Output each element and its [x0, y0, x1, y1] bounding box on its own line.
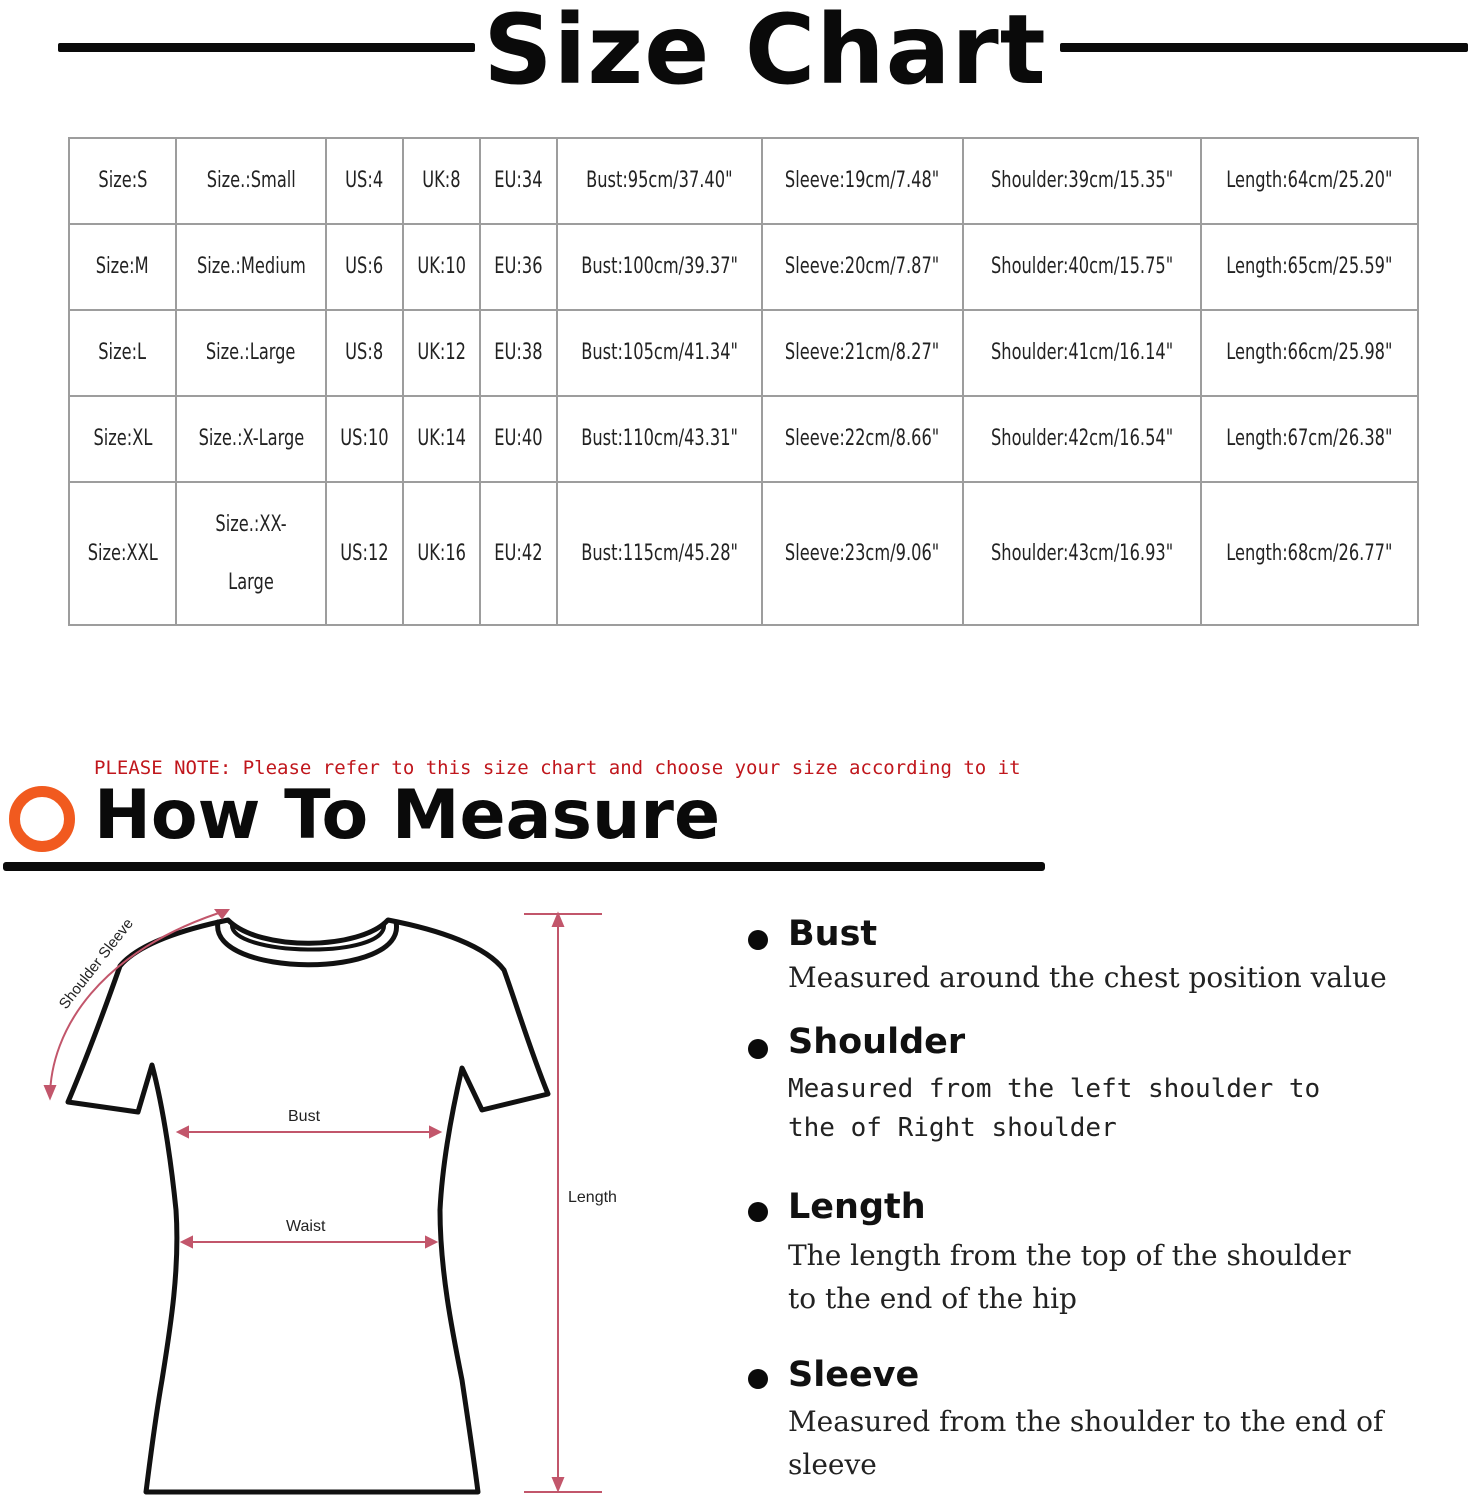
size-chart-header [0, 0, 1472, 110]
table-cell: UK:10 [403, 224, 480, 310]
table-cell: Sleeve:21cm/8.27" [762, 310, 963, 396]
table-cell: Size.:XX-Large [176, 482, 326, 625]
table-row [69, 396, 1418, 482]
table-cell: Size:XXL [69, 482, 176, 625]
table-cell: Bust:105cm/41.34" [557, 310, 762, 396]
size-note: PLEASE NOTE: Please refer to this size chart and choose your size according to it [94, 757, 1021, 779]
table-cell: Sleeve:22cm/8.66" [762, 396, 963, 482]
measure-title: How To Measure [94, 776, 721, 855]
table-cell: EU:36 [480, 224, 557, 310]
table-cell: Sleeve:20cm/7.87" [762, 224, 963, 310]
table-cell: UK:14 [403, 396, 480, 482]
table-cell: US:4 [326, 138, 403, 224]
tshirt-diagram [0, 880, 700, 1500]
table-cell: Size.:Small [176, 138, 326, 224]
tshirt-outline [68, 920, 548, 1492]
table-cell: Shoulder:41cm/16.14" [963, 310, 1201, 396]
orange-ring-icon [9, 786, 75, 852]
table-cell: US:10 [326, 396, 403, 482]
table-cell: US:8 [326, 310, 403, 396]
table-cell: Length:68cm/26.77" [1201, 482, 1418, 625]
table-cell: Size.:Medium [176, 224, 326, 310]
table-cell: Length:67cm/26.38" [1201, 396, 1418, 482]
table-cell: Sleeve:23cm/9.06" [762, 482, 963, 625]
table-cell: Bust:115cm/45.28" [557, 482, 762, 625]
bust-label: Bust [288, 1108, 321, 1125]
table-cell: Bust:95cm/37.40" [557, 138, 762, 224]
table-cell: Size:XL [69, 396, 176, 482]
measure-lines [45, 910, 602, 1492]
table-cell: Bust:110cm/43.31" [557, 396, 762, 482]
table-cell: Length:64cm/25.20" [1201, 138, 1418, 224]
table-cell: Bust:100cm/39.37" [557, 224, 762, 310]
table-cell: Size.:X-Large [176, 396, 326, 482]
waist-label: Waist [286, 1218, 326, 1235]
item-desc: Measured from the left shoulder to the of Right shoulder [788, 1074, 1321, 1143]
title-rule-right [1060, 43, 1468, 52]
item-title: Shoulder [788, 1022, 966, 1062]
bullet-icon [748, 1039, 768, 1059]
table-cell: UK:8 [403, 138, 480, 224]
table-cell: EU:38 [480, 310, 557, 396]
item-desc: The length from the top of the shoulder to the end of the hip [788, 1239, 1351, 1315]
table-cell: Size.:Large [176, 310, 326, 396]
table-cell: Size:S [69, 138, 176, 224]
table-row [69, 482, 1418, 625]
item-title: Sleeve [788, 1355, 920, 1395]
table-cell: EU:34 [480, 138, 557, 224]
table-row [69, 138, 1418, 224]
table-cell: Shoulder:42cm/16.54" [963, 396, 1201, 482]
item-title: Length [788, 1187, 926, 1227]
table-cell: Length:66cm/25.98" [1201, 310, 1418, 396]
table-cell: Shoulder:39cm/15.35" [963, 138, 1201, 224]
bullet-icon [748, 930, 768, 950]
item-desc: Measured around the chest position value [788, 961, 1387, 994]
item-desc: Measured from the shoulder to the end of sleeve [788, 1405, 1384, 1481]
table-cell: Sleeve:19cm/7.48" [762, 138, 963, 224]
table-cell: US:12 [326, 482, 403, 625]
length-label: Length [568, 1189, 617, 1206]
table-row [69, 224, 1418, 310]
size-table [68, 137, 1419, 626]
item-title: Bust [788, 914, 878, 954]
title-rule-left [58, 43, 475, 52]
table-cell: Length:65cm/25.59" [1201, 224, 1418, 310]
table-cell: Shoulder:43cm/16.93" [963, 482, 1201, 625]
measure-rule [3, 862, 1045, 871]
table-cell: Shoulder:40cm/15.75" [963, 224, 1201, 310]
bullet-icon [748, 1369, 768, 1389]
shoulder-sleeve-label: Shoulder Sleeve [55, 915, 137, 1013]
table-row [69, 310, 1418, 396]
table-cell: EU:40 [480, 396, 557, 482]
table-cell: Size:M [69, 224, 176, 310]
table-cell: UK:16 [403, 482, 480, 625]
table-cell: EU:42 [480, 482, 557, 625]
table-cell: Size:L [69, 310, 176, 396]
bullet-icon [748, 1202, 768, 1222]
table-cell: UK:12 [403, 310, 480, 396]
table-cell: US:6 [326, 224, 403, 310]
page-title: Size Chart [483, 0, 1047, 106]
